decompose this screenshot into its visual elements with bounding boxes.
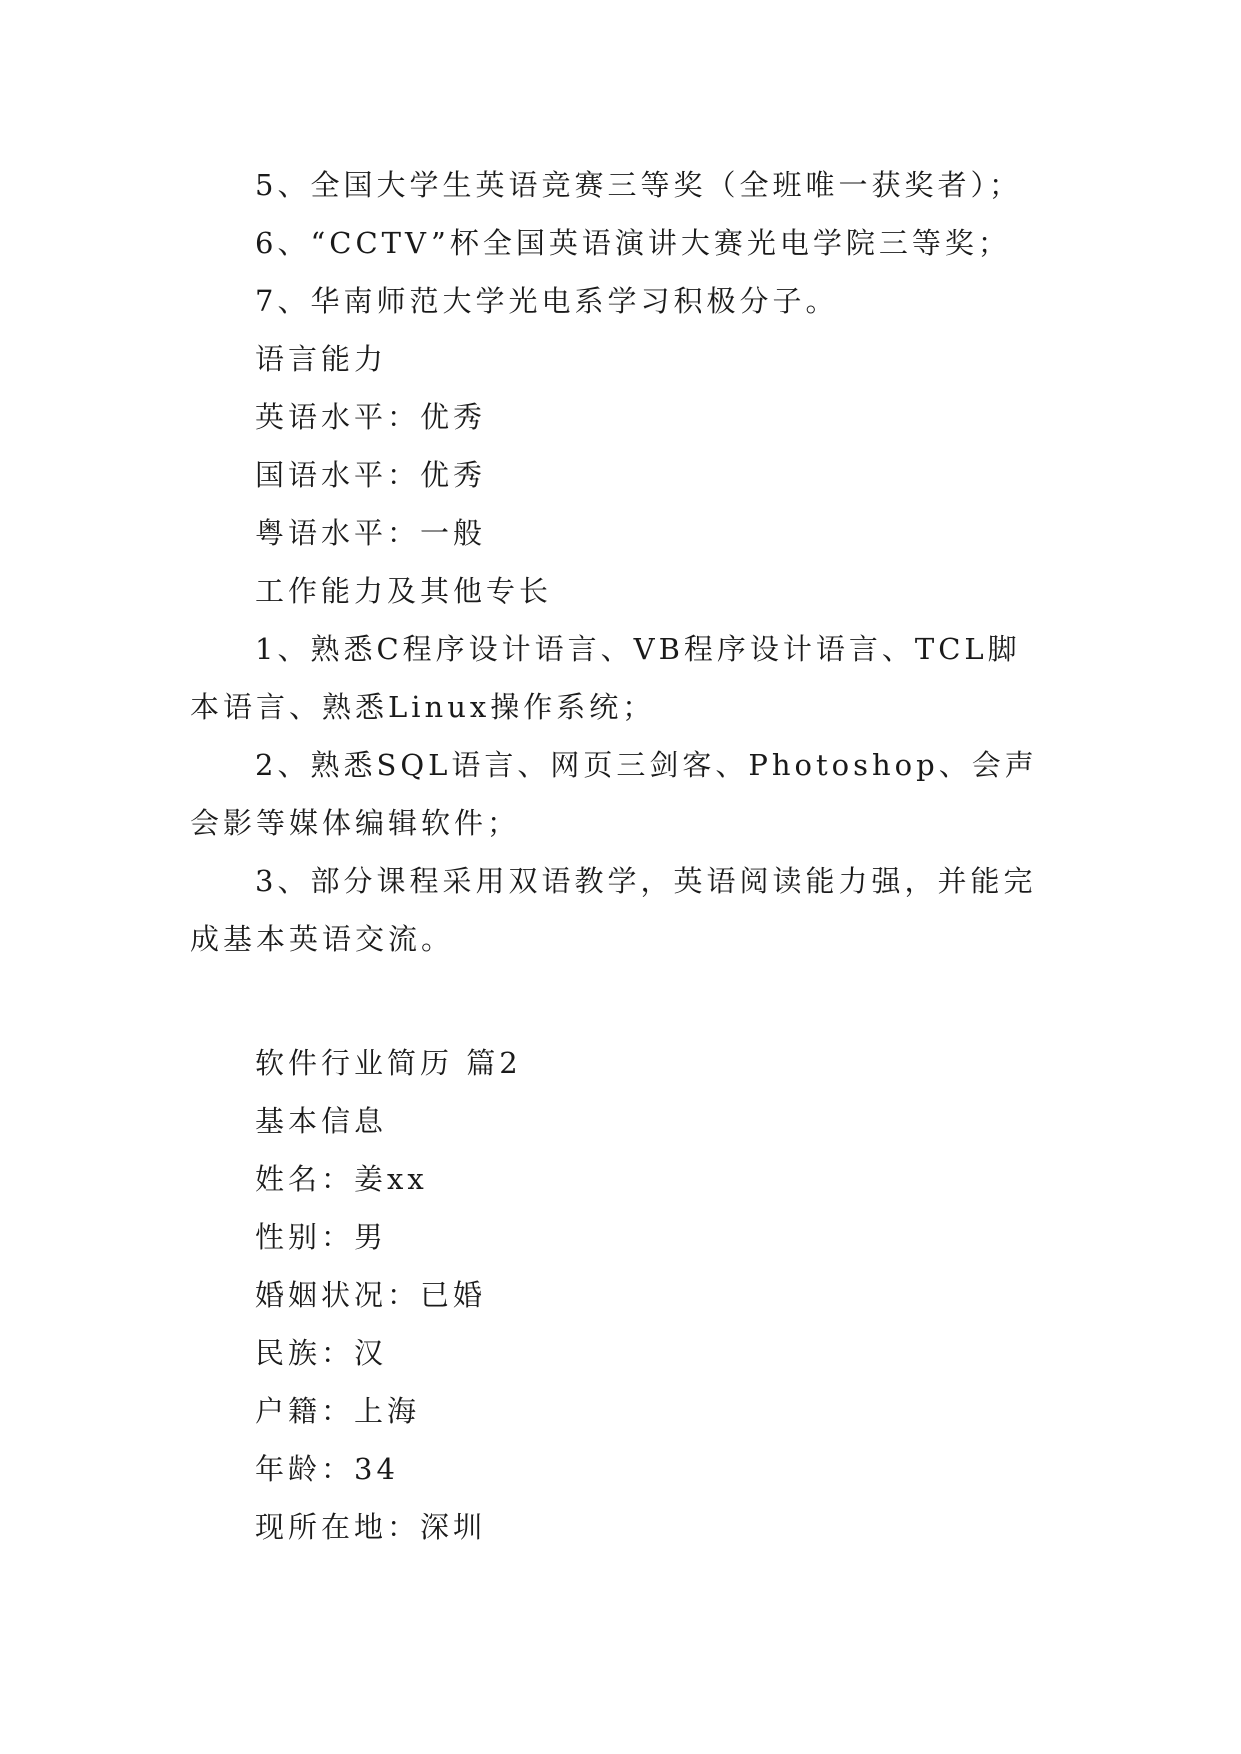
skill-item: 1、熟悉C程序设计语言、VB程序设计语言、TCL脚本语言、熟悉Linux操作系统； — [190, 632, 1021, 724]
skill-item: 3、部分课程采用双语教学，英语阅读能力强，并能完成基本英语交流。 — [190, 864, 1037, 956]
language-item: 粤语水平：一般 — [255, 516, 487, 550]
language-heading: 语言能力 — [255, 342, 388, 376]
skills-heading: 工作能力及其他专长 — [255, 574, 553, 608]
info-field: 性别：男 — [255, 1220, 388, 1254]
language-item: 英语水平：优秀 — [255, 400, 487, 434]
language-item: 国语水平：优秀 — [255, 458, 487, 492]
info-field: 现所在地：深圳 — [255, 1510, 487, 1544]
basic-info-heading: 基本信息 — [255, 1104, 388, 1138]
award-item: 7、华南师范大学光电系学习积极分子。 — [255, 284, 839, 318]
award-item: 6、“CCTV”杯全国英语演讲大赛光电学院三等奖； — [255, 226, 1011, 260]
info-field: 姓名：姜xx — [255, 1162, 428, 1196]
skill-item: 2、熟悉SQL语言、网页三剑客、Photoshop、会声会影等媒体编辑软件； — [190, 748, 1038, 840]
info-field: 年龄：34 — [255, 1452, 399, 1486]
info-field: 民族：汉 — [255, 1336, 388, 1370]
resume-title: 软件行业简历 篇2 — [255, 1046, 522, 1080]
award-item: 5、全国大学生英语竞赛三等奖（全班唯一获奖者）； — [255, 168, 1022, 202]
info-field: 户籍：上海 — [255, 1394, 421, 1428]
info-field: 婚姻状况：已婚 — [255, 1278, 487, 1312]
